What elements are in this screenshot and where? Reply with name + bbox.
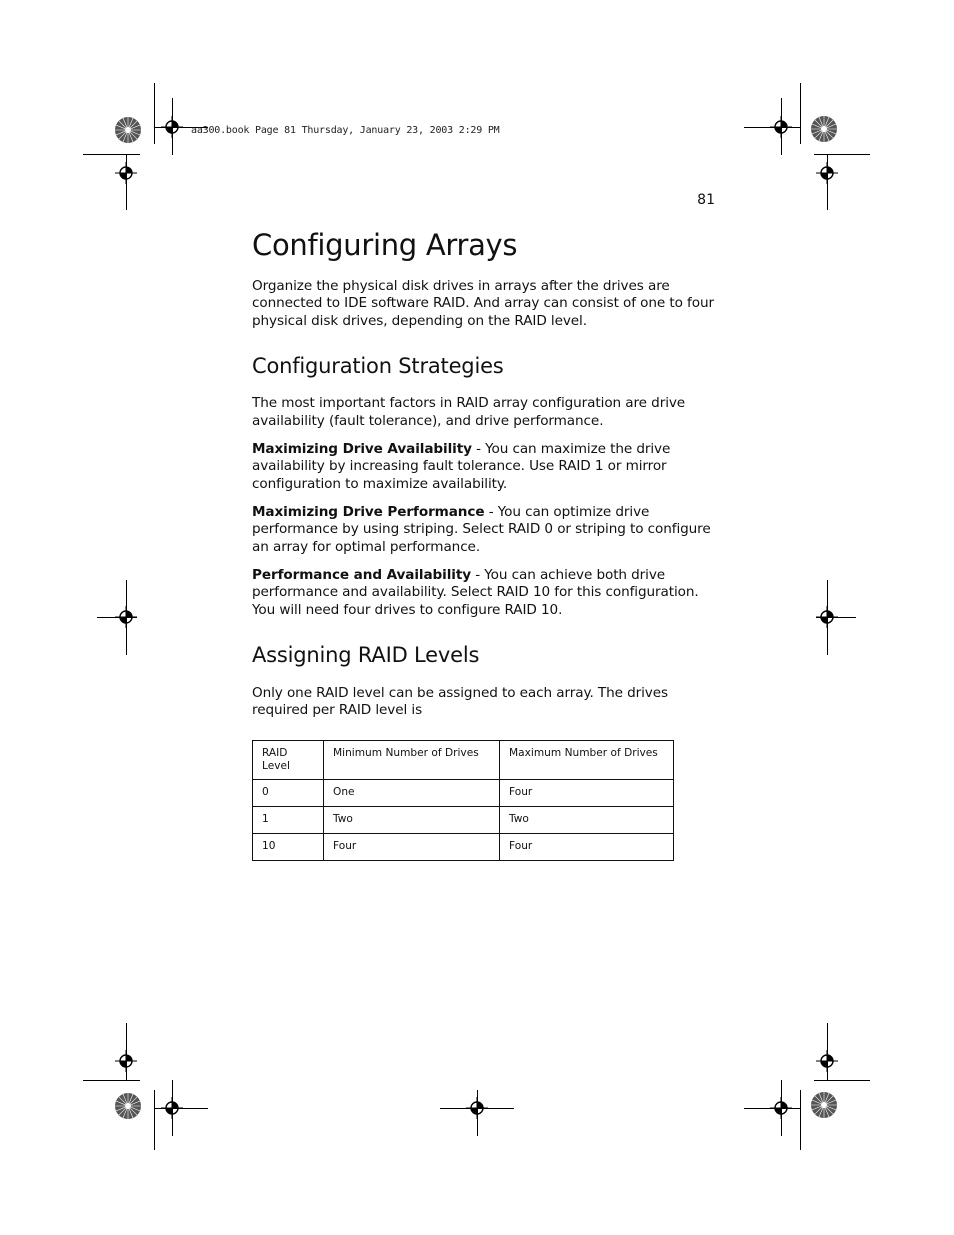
- table-row: [253, 833, 674, 860]
- strategy-term: Maximizing Drive Availability: [252, 440, 472, 457]
- table-cell: 0: [253, 779, 324, 806]
- raid-levels-table: [252, 740, 674, 861]
- registration-crosshair-icon: [816, 1050, 838, 1072]
- table-cell: 1: [253, 806, 324, 833]
- crop-mark: [800, 1090, 801, 1150]
- crop-mark: [814, 154, 870, 155]
- page-title: Configuring Arrays: [252, 228, 518, 262]
- registration-crosshair-icon: [816, 162, 838, 184]
- table-header-cell: RAID Level: [253, 740, 324, 779]
- page-content: [252, 228, 722, 861]
- registration-crosshair-icon: [161, 116, 183, 138]
- table-header-row: [253, 740, 674, 779]
- table-row: [253, 779, 674, 806]
- registration-starburst-icon: [810, 115, 838, 143]
- section-heading-strategies: Configuration Strategies: [252, 354, 504, 379]
- crop-mark: [154, 1090, 155, 1150]
- strategy-term: Maximizing Drive Performance: [252, 503, 485, 520]
- registration-crosshair-icon: [816, 606, 838, 628]
- section-heading-raid-levels: Assigning RAID Levels: [252, 643, 480, 668]
- crop-mark: [814, 1080, 870, 1081]
- table-row: [253, 806, 674, 833]
- crop-mark: [83, 154, 140, 155]
- print-slug: aa300.book Page 81 Thursday, January 23, 2003 2:29 PM: [191, 125, 500, 136]
- table-cell: Four: [500, 779, 674, 806]
- strategy-item: [252, 567, 722, 620]
- page-number: 81: [697, 192, 715, 208]
- crop-mark: [154, 83, 155, 144]
- strategy-text: - You can optimize drive performance by using striping. Select RAID 0 or striping to configure an array for optimal performance.: [252, 503, 711, 555]
- strategy-term: Performance and Availability: [252, 566, 472, 583]
- strategy-text: - You can achieve both drive performance and availability. Select RAID 10 for this configuration. You will need four drives to configure RAID 10.: [252, 566, 699, 618]
- table-cell: Four: [324, 833, 500, 860]
- table-cell: Two: [500, 806, 674, 833]
- registration-crosshair-icon: [115, 162, 137, 184]
- raid-levels-intro: Only one RAID level can be assigned to each array. The drives required per RAID level is: [252, 684, 669, 719]
- strategy-text: - You can maximize the drive availability by increasing fault tolerance. Use RAID 1 or mirror configuration to maximize availability.: [252, 440, 671, 492]
- registration-starburst-icon: [114, 1092, 142, 1120]
- table-header-cell: Maximum Number of Drives: [500, 740, 674, 779]
- table-cell: Four: [500, 833, 674, 860]
- registration-crosshair-icon: [115, 606, 137, 628]
- registration-crosshair-icon: [466, 1097, 488, 1119]
- registration-starburst-icon: [114, 116, 142, 144]
- registration-starburst-icon: [810, 1091, 838, 1119]
- registration-crosshair-icon: [770, 116, 792, 138]
- crop-mark: [83, 1080, 140, 1081]
- table-header-cell: Minimum Number of Drives: [324, 740, 500, 779]
- table-cell: One: [324, 779, 500, 806]
- strategy-item: [252, 504, 722, 557]
- registration-crosshair-icon: [770, 1097, 792, 1119]
- table-cell: 10: [253, 833, 324, 860]
- intro-paragraph: Organize the physical disk drives in arrays after the drives are connected to IDE software RAID. And array can consist of one to four physical disk drives, depending on the RAID level.: [252, 277, 714, 329]
- strategy-item: [252, 441, 722, 494]
- strategies-intro: The most important factors in RAID array configuration are drive availability (fault tolerance), and drive performance.: [252, 395, 686, 429]
- registration-crosshair-icon: [115, 1050, 137, 1072]
- table-cell: Two: [324, 806, 500, 833]
- registration-crosshair-icon: [161, 1097, 183, 1119]
- crop-mark: [800, 83, 801, 144]
